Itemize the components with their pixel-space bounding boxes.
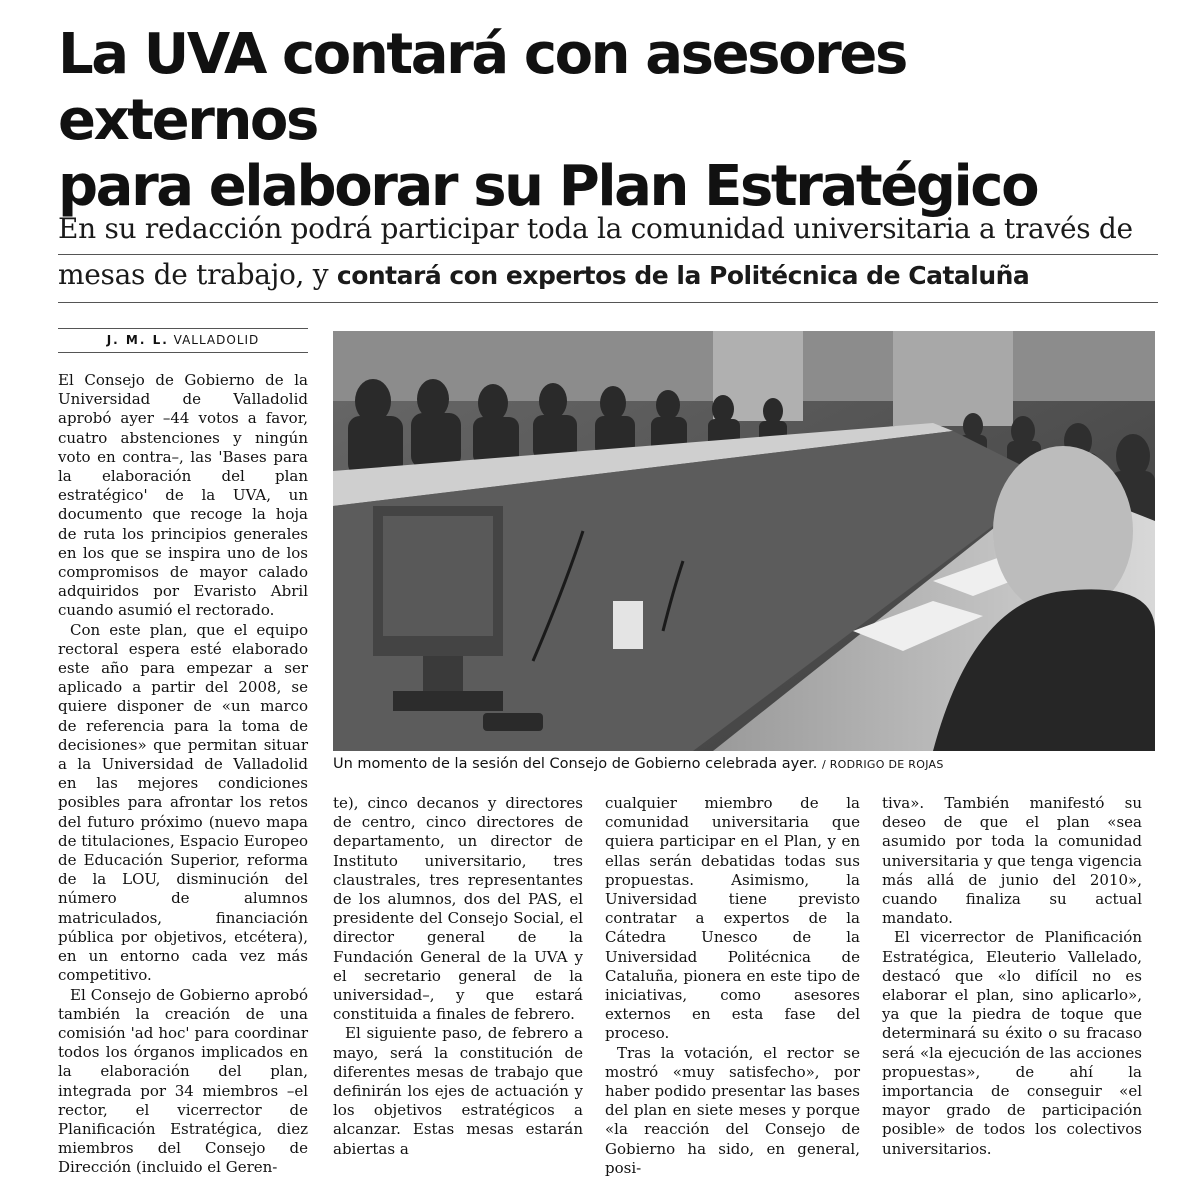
paragraph: te), cinco decanos y directores de centro, cinco directores de departamento, un director de Instituto universitario, tres claustrales, tres representantes de los alumnos, dos del PAS, el presidente del Consejo Social, el director general de la Fundación General de la UVA y el secretario general de la universidad–, y que estará constituida a finales de febrero. <box>333 794 583 1024</box>
paragraph: cualquier miembro de la comunidad universitaria que quiera participar en el Plan, y en ellas serán debatidas todas sus propuestas. Asimismo, la Universidad tiene previsto contratar a expertos de la Cátedra Unesco de la Universidad Politécnica de Cataluña, pionera en este tipo de iniciativas, como asesores externos en esta fase del proceso. <box>605 794 860 1043</box>
subheadline-line-2: mesas de trabajo, y <box>58 258 329 291</box>
meeting-photo <box>333 331 1155 751</box>
photo-caption <box>333 756 1163 772</box>
meeting-photo-image <box>333 331 1155 751</box>
paragraph: El siguiente paso, de febrero a mayo, será la constitución de diferentes mesas de trabajo que definirán los ejes de actuación y los objetivos estratégicos a alcanzar. Estas mesas estarán abiertas a <box>333 1024 583 1158</box>
caption-text: Un momento de la sesión del Consejo de Gobierno celebrada ayer. <box>333 756 818 772</box>
paragraph: tiva». También manifestó su deseo de que el plan «sea asumido por toda la comunidad universitaria y que tenga vigencia más allá de junio del 2010», cuando finaliza su actual mandato. <box>882 794 1142 928</box>
subheadline <box>58 206 1158 299</box>
headline-line-2: para elaborar su Plan Estratégico <box>58 154 1038 219</box>
article-column-4 <box>882 794 1142 1159</box>
subhead-divider-top <box>58 254 1158 255</box>
byline-author: J. M. L. <box>106 333 169 347</box>
byline <box>58 333 308 347</box>
article-column-2 <box>333 794 583 1159</box>
headline-line-1: La UVA contará con asesores externos <box>58 22 906 153</box>
photo-credit: / RODRIGO DE ROJAS <box>821 758 944 771</box>
subhead-divider-bottom <box>58 302 1158 303</box>
byline-location: VALLADOLID <box>173 333 260 347</box>
paragraph: El vicerrector de Planificación Estratégica, Eleuterio Vallelado, destacó que «lo difícil no es elaborar el plan, sino aplicarlo», ya que la piedra de toque que determinará su éxito o su fracaso será «la ejecución de las acciones propuestas», de ahí la importancia de conseguir «el mayor grado de participación posible» de todos los colectivos universitarios. <box>882 928 1142 1158</box>
byline-rule-bottom <box>58 352 308 353</box>
headline <box>58 22 1168 220</box>
byline-rule-top <box>58 328 308 329</box>
paragraph: El Consejo de Gobierno aprobó también la creación de una comisión 'ad hoc' para coordinar todos los órganos implicados en la elaboración del plan, integrada por 34 miembros –el rector, el vicerrector de Planificación Estratégica, diez miembros del Consejo de Dirección (incluido el Geren- <box>58 985 308 1177</box>
article-column-3 <box>605 794 860 1178</box>
paragraph: Tras la votación, el rector se mostró «muy satisfecho», por haber podido presentar las bases del plan en siete meses y porque «la reacción del Consejo de Gobierno ha sido, en general, posi- <box>605 1043 860 1177</box>
subheadline-line-1: En su redacción podrá participar toda la comunidad universitaria a través de <box>58 212 1133 245</box>
paragraph: Con este plan, que el equipo rectoral espera esté elaborado este año para empezar a ser aplicado a partir del 2008, se quiere disponer de «un marco de referencia para la toma de decisiones» que permitan situar a la Universidad de Valladolid en las mejores condiciones posibles para afrontar los retos del futuro próximo (nuevo mapa de titulaciones, Espacio Europeo de Educación Superior, reforma de la LOU, disminución del número de alumnos matriculados, financiación pública por objetivos, etcétera), en un entorno cada vez más competitivo. <box>58 620 309 985</box>
article-column-1 <box>58 371 308 1178</box>
paragraph: El Consejo de Gobierno de la Universidad de Valladolid aprobó ayer –44 votos a favor, cuatro abstenciones y ningún voto en contra–, las 'Bases para la elaboración del plan estratégico' de la UVA, un documento que recoge la hoja de ruta los principios generales en los que se inspira uno de los compromisos de mayor calado adquiridos por Evaristo Abril cuando asumió el rectorado. <box>58 371 308 620</box>
subheadline-line-2-bold: contará con expertos de la Politécnica de Cataluña <box>336 261 1030 290</box>
